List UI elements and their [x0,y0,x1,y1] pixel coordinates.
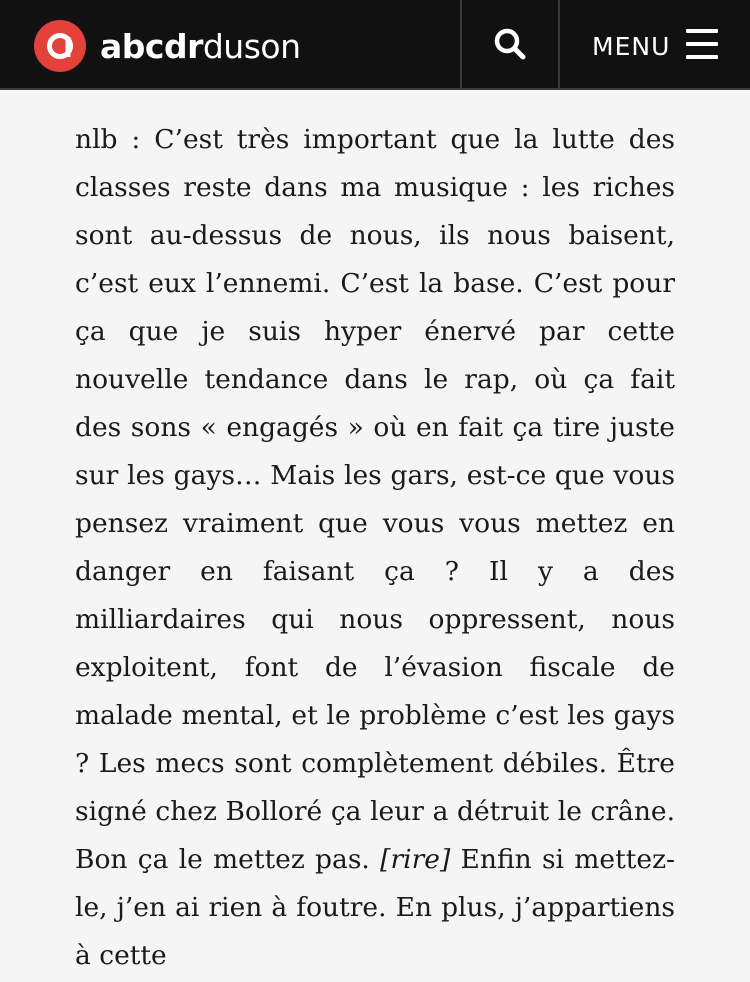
logo-wordmark-bold: abcdr [100,26,203,66]
top-navigation-bar [0,0,750,90]
menu-label: MENU [592,31,671,61]
menu-button[interactable] [560,0,750,88]
interview-answer [75,116,675,980]
article-body [75,116,675,980]
logo-letter-icon [34,20,86,72]
answer-text: nlb : C’est très important que la lutte des classes reste dans ma musique : les riches sont au-dessus de nous, ils nous baisent, c’est eux l’ennemi. C’est la base. C’est pour ça que je suis hyper énervé par cette nouvelle tendance dans le rap, où ça fait des sons « engagés » où en fait ça tire juste sur les gays… Mais les gars, est-ce que vous pensez vraiment que vous vous mettez en danger en faisant ça ? Il y a des milliardaires qui nous oppressent, nous exploitent, font de l’évasion fiscale de malade mental, et le problème c’est les gays ? Les mecs sont complètement débiles. Être signé chez Bolloré ça leur a détruit le crâne. Bon ça le mettez pas. [75,124,675,875]
logo-icon [34,20,86,72]
aside-laugh: [rire] [380,844,451,875]
search-icon [493,27,527,61]
site-logo[interactable] [34,20,301,72]
search-button[interactable] [462,0,558,88]
logo-wordmark-light: duson [202,26,301,66]
hamburger-icon [686,29,718,59]
logo-wordmark [100,26,301,66]
answer-text-continued: Enfin si mettez-le, j’en ai rien à foutre. En plus, j’appartiens à cette [75,844,675,971]
